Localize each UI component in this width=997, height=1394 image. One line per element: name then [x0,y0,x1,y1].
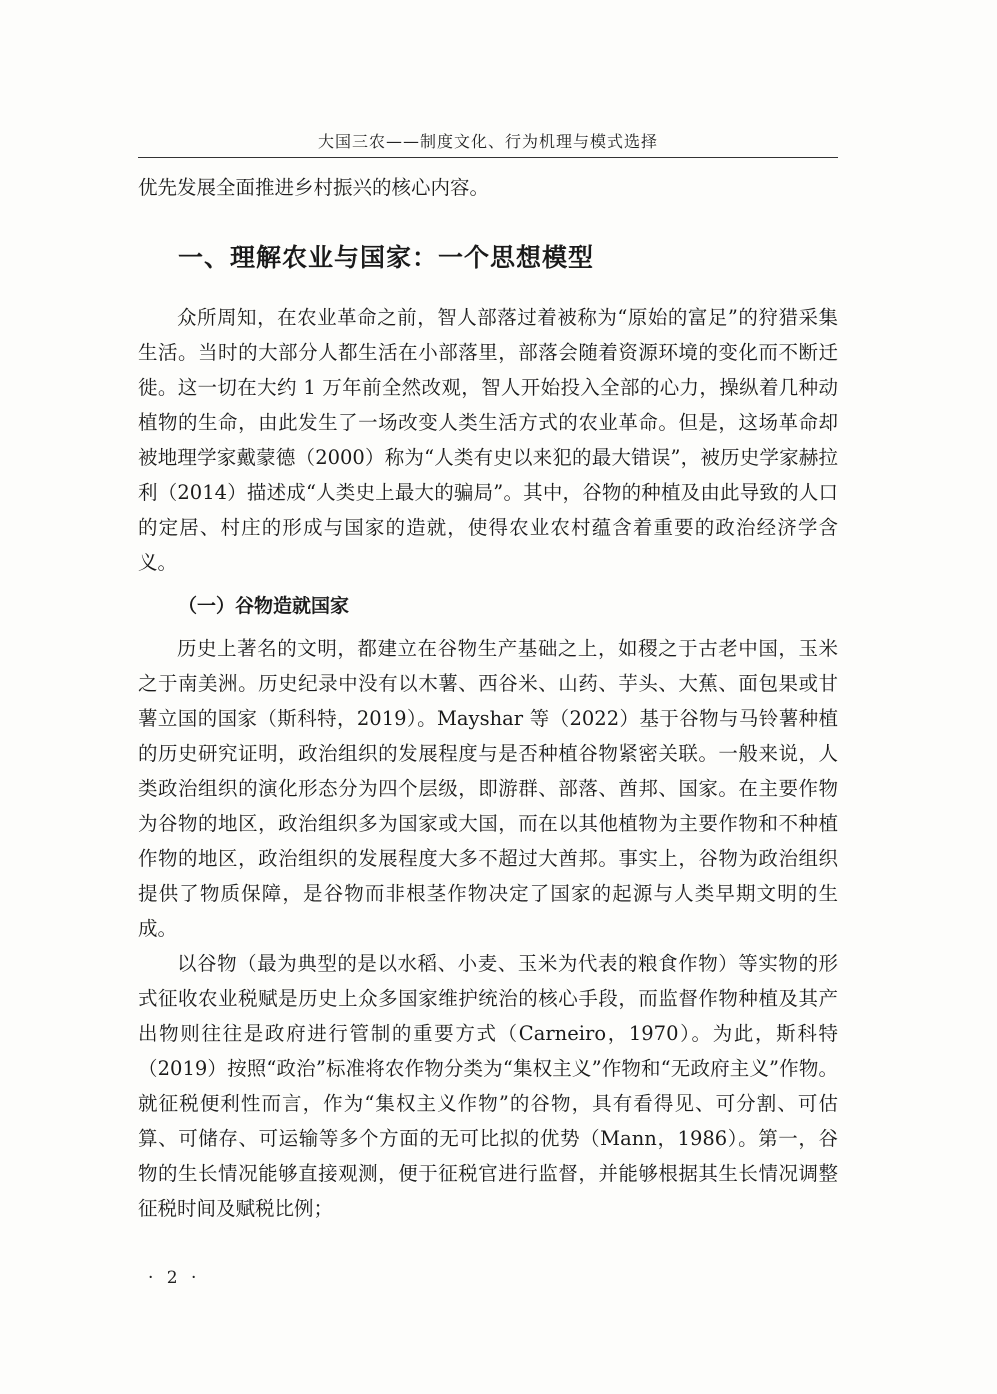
page-number: · 2 · [148,1268,201,1288]
intro-line: 优先发展全面推进乡村振兴的核心内容。 [138,176,490,199]
paragraph-2: 历史上著名的文明，都建立在谷物生产基础之上，如稷之于古老中国，玉米之于南美洲。历史纪录中没有以木薯、西谷米、山药、芋头、大蕉、面包果或甘薯立国的国家（斯科特，2019）。Mayshar 等（2022）基于谷物与马铃薯种植的历史研究证明，政治组织的发展程度与是否种植谷物紧密关联。一般来说，人类政治组织的演化形态分为四个层级，即游群、部落、酋邦、国家。在主要作物为谷物的地区，政治组织多为国家或大国，而在以其他植物为主要作物和不种植作物的地区，政治组织的发展程度大多不超过大酋邦。事实上，谷物为政治组织提供了物质保障，是谷物而非根茎作物决定了国家的起源与人类早期文明的生成。 [138,637,838,940]
running-header: 大国三农——制度文化、行为机理与模式选择 [317,132,658,151]
page-body [138,170,838,1226]
section-title: 一、理解农业与国家：一个思想模型 [178,243,595,272]
paragraph-3: 以谷物（最为典型的是以水稻、小麦、玉米为代表的粮食作物）等实物的形式征收农业税赋是历史上众多国家维护统治的核心手段，而监督作物种植及其产出物则往往是政府进行管制的重要方式（Carneiro，1970）。为此，斯科特（2019）按照“政治”标准将农作物分类为“集权主义”作物和“无政府主义”作物。就征税便利性而言，作为“集权主义作物”的谷物，具有看得见、可分割、可估算、可储存、可运输等多个方面的无可比拟的优势（Mann，1986）。第一，谷物的生长情况能够直接观测，便于征税官进行监督，并能够根据其生长情况调整征税时间及赋税比例； [138,952,838,1220]
paragraph-1: 众所周知，在农业革命之前，智人部落过着被称为“原始的富足”的狩猎采集生活。当时的大部分人都生活在小部落里，部落会随着资源环境的变化而不断迁徙。这一切在大约 1 万年前全然改观，智人开始投入全部的心力，操纵着几种动植物的生命，由此发生了一场改变人类生活方式的农业革命。但是，这场革命却被地理学家戴蒙德（2000）称为“人类有史以来犯的最大错误”，被历史学家赫拉利（2014）描述成“人类史上最大的骗局”。其中，谷物的种植及由此导致的人口的定居、村庄的形成与国家的造就，使得农业农村蕴含着重要的政治经济学含义。 [138,306,838,574]
subsection-title: （一）谷物造就国家 [178,595,350,617]
header-rule [138,157,838,158]
